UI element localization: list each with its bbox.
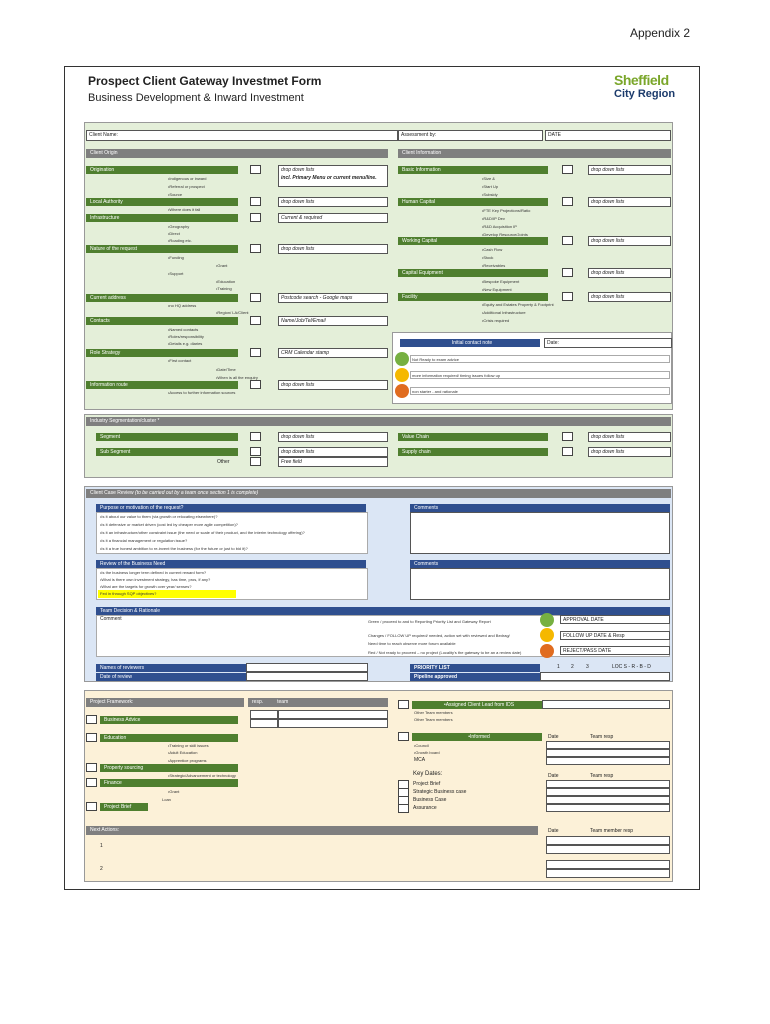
- la-dd-text: drop down lists: [281, 199, 315, 205]
- initial-contact-date-label: Date:: [547, 340, 559, 346]
- infra-opt-1: •Geography: [168, 224, 190, 229]
- role-opt-3: •When is all the enquiry: [216, 375, 258, 380]
- client-origin-header: Client Origin: [86, 149, 388, 158]
- inf-opt-2: •Growth board: [414, 750, 440, 755]
- capital-checkbox[interactable]: [562, 268, 573, 277]
- assigned-lead-bar: •Assigned Client Lead from IDS: [412, 701, 542, 709]
- address-val: Postcode search - Google maps: [281, 295, 353, 301]
- working-dd-text: drop down lists: [591, 238, 625, 244]
- basic-opt-2: •Start Up: [482, 184, 499, 189]
- prop-opt: •Strategic/Advancement or technology: [168, 773, 236, 778]
- edu-opt-3: •Apprentice programs: [168, 758, 207, 763]
- business-advice-bar: Business Advice: [100, 716, 238, 724]
- contacts-opt-2: •Roles/responsibility: [168, 334, 204, 339]
- role-val: CRM Calendar stamp: [281, 350, 330, 356]
- role-opt-2: •Date/Time: [216, 367, 236, 372]
- need-opt-1: •Is the business longer term defined in current reward form?: [100, 570, 207, 575]
- reject-dot: [540, 644, 554, 658]
- na-row-1[interactable]: [546, 836, 670, 845]
- form-title: Prospect Client Gateway Investmet Form: [88, 74, 322, 88]
- team-decision-bar: Team Decision & Rationale: [96, 607, 670, 615]
- review-need-bar: Review of the Business Need: [96, 560, 366, 568]
- human-opt-1: •FTE Key Projections/Ratio: [482, 208, 531, 213]
- red-decision-text: Red / Not ready to proceed – no project (Locality's the gateway to be an a review date): [368, 650, 522, 655]
- human-dd-text: drop down lists: [591, 199, 625, 205]
- inf-opt-3: MCA: [414, 757, 426, 763]
- contacts-val: Name/Job/Tel/Email: [281, 318, 326, 324]
- facility-dd-text: drop down lists: [591, 294, 625, 300]
- supply-chain-dd-text: drop down lists: [591, 449, 625, 455]
- purpose-opt-3: •Is it an infrastructure/other constraint issue (the need or scale of their product, and the interim technology offering)?: [100, 530, 305, 535]
- nature-opt-3: •Support: [168, 271, 184, 276]
- names-reviewers-bar: Names of reviewers: [96, 664, 246, 672]
- comments2-bar: Comments: [410, 560, 670, 568]
- other-checkbox[interactable]: [250, 457, 261, 466]
- priority-num-3[interactable]: 3: [586, 664, 589, 670]
- facility-opt-2: •Additional Infrastructure: [482, 310, 526, 315]
- kd-date-label: Date: [548, 773, 559, 779]
- facility-opt-1: •Equity and Estates Property & Footprint: [482, 302, 554, 307]
- basic-checkbox[interactable]: [562, 165, 573, 174]
- capital-equipment-bar: Capital Equipment: [398, 269, 548, 277]
- kd-team-label: Team resp: [590, 773, 614, 779]
- contacts-opt-1: •Named contacts: [168, 327, 199, 332]
- origination-dd-text: drop down lists: [281, 167, 315, 173]
- la-opt: •Where does it fall: [168, 207, 201, 212]
- infra-opt-2: •Direct: [168, 231, 180, 236]
- kd-item-1: Project Brief: [413, 781, 441, 787]
- need-opt-2: •What is there own investment strategy, has time, pros, if any?: [100, 577, 211, 582]
- origination-bar: Origination: [86, 166, 238, 174]
- value-chain-bar: Value Chain: [398, 433, 548, 441]
- names-reviewers-field[interactable]: [246, 663, 368, 672]
- initial-contact-bar: Initial contact note: [400, 339, 540, 347]
- role-bar: Role Strategy: [86, 349, 238, 357]
- follow-up-dot: [540, 628, 554, 642]
- industry-header: Industry Segmentation/cluster *: [86, 417, 671, 426]
- na-row-2[interactable]: [546, 845, 670, 854]
- contacts-bar: Contacts: [86, 317, 238, 325]
- origination-dd-text2: incl. Primary Menu or current menu/line.: [281, 175, 377, 181]
- informed-row-3[interactable]: [546, 757, 670, 765]
- rag-red-text: non starter - and rationale: [412, 389, 458, 394]
- kd-row-3[interactable]: [546, 796, 670, 804]
- contacts-opt-3: •Details e.g. diaries: [168, 341, 203, 346]
- human-checkbox[interactable]: [562, 197, 573, 206]
- purpose-opt-1: •Is it about our value to them (via growth or relocating elsewhere)?: [100, 514, 218, 519]
- edu-opt-2: •Adult Education: [168, 750, 198, 755]
- basic-opt-3: •Subsidy: [482, 192, 498, 197]
- address-bar: Current address: [86, 294, 238, 302]
- facility-bar: Facility: [398, 293, 548, 301]
- initial-contact-date-field[interactable]: [544, 338, 672, 348]
- infrastructure-checkbox[interactable]: [250, 213, 261, 222]
- inf-opt-1: •Council: [414, 743, 429, 748]
- capital-opt-2: •New Equipment: [482, 287, 512, 292]
- facility-opt-3: •Crisis required: [482, 318, 510, 323]
- role-checkbox[interactable]: [250, 348, 261, 357]
- rag-green-text: Not Ready to exam advice: [412, 357, 459, 362]
- working-capital-bar: Working Capital: [398, 237, 548, 245]
- nature-opt-1: •Funding: [168, 255, 184, 260]
- na-date-label: Date: [548, 828, 559, 834]
- capital-opt-1: •Bespoke Equipment: [482, 279, 520, 284]
- na-team-label: Team member resp: [590, 828, 634, 834]
- basic-info-bar: Basic Information: [398, 166, 548, 174]
- segment-bar: Segment: [96, 433, 238, 441]
- informed-bar: •Informed: [412, 733, 542, 741]
- infra-val: Current & required: [281, 215, 323, 221]
- sub-segment-checkbox[interactable]: [250, 447, 261, 456]
- purpose-bar: Purpose or motivation of the request?: [96, 504, 366, 512]
- client-information-header: Client Information: [398, 149, 671, 158]
- informed-team-label: Team resp: [590, 734, 614, 740]
- next-action-2: 2: [100, 866, 103, 872]
- sub-segment-dd-text: drop down lists: [281, 449, 315, 455]
- amber-decision-text: Changes / FOLLOW UP required/ needed, action set with reviewed and Bedrag/: [368, 633, 510, 638]
- supply-chain-checkbox[interactable]: [562, 447, 573, 456]
- human-capital-bar: Human Capital: [398, 198, 548, 206]
- human-opt-3: •R&D Acquisition IP: [482, 224, 517, 229]
- comments2-field[interactable]: [410, 568, 670, 600]
- rag-green-dot: [395, 352, 409, 366]
- priority-num-1[interactable]: 1: [557, 664, 560, 670]
- informed-checkbox[interactable]: [398, 732, 409, 741]
- free-field-text: Free field: [281, 459, 302, 465]
- local-authority-checkbox[interactable]: [250, 197, 261, 206]
- human-opt-4: •Develop Resource/Joints: [482, 232, 528, 237]
- project-brief-bar: Project Brief: [100, 803, 148, 811]
- amber-decision-text-2: Need time to reach observe more forum available: [368, 641, 456, 646]
- value-chain-dd-text: drop down lists: [591, 434, 625, 440]
- kd-item-2: Strategic Business case: [413, 789, 467, 795]
- nature-checkbox[interactable]: [250, 244, 261, 253]
- nature-opt-4: •Education: [216, 279, 236, 284]
- basic-dd-text: drop down lists: [591, 167, 625, 173]
- rag-red-dot: [395, 384, 409, 398]
- priority-list-bar: PRIORITY LIST: [410, 664, 540, 672]
- purpose-opt-2: •Is it defensive or market driven (cost led by cheaper more agile competition)?: [100, 522, 238, 527]
- working-opt-1: •Cash Flow: [482, 247, 503, 252]
- resp-team-header: resp. team: [248, 698, 388, 707]
- fin-opt-1: •Grant: [168, 789, 180, 794]
- nature-dd-text: drop down lists: [281, 246, 315, 252]
- date-review-field[interactable]: [246, 672, 368, 681]
- approval-dot: [540, 613, 554, 627]
- kd-row-4[interactable]: [546, 804, 670, 812]
- pipeline-field[interactable]: [540, 672, 670, 681]
- kd-item-3: Business Case: [413, 797, 447, 803]
- info-route-bar: Information route: [86, 381, 238, 389]
- date-label: DATE: [548, 132, 561, 138]
- client-name-label: Client Name:: [89, 132, 118, 138]
- date-review-bar: Date of review: [96, 673, 246, 681]
- working-opt-2: •Stock: [482, 255, 494, 260]
- assessment-by-label: Assessment by:: [401, 132, 437, 138]
- purpose-opt-4: •Is it a financial management or regulation issue?: [100, 538, 188, 543]
- resp-box-1[interactable]: [250, 710, 278, 719]
- nature-bar: Nature of the request: [86, 245, 238, 253]
- logo-city-region: City Region: [614, 88, 676, 100]
- comments-field[interactable]: [410, 512, 670, 554]
- approval-date-label: APPROVAL DATE: [563, 617, 604, 623]
- team-box-2[interactable]: [278, 719, 388, 728]
- edu-opt-1: •Training or skill issues: [168, 743, 209, 748]
- key-dates-label: Key Dates:: [413, 771, 443, 777]
- kd-row-2[interactable]: [546, 788, 670, 796]
- date-field[interactable]: [545, 130, 671, 141]
- education-bar: Education: [100, 734, 238, 742]
- na-row-4[interactable]: [546, 869, 670, 878]
- contacts-checkbox[interactable]: [250, 316, 261, 325]
- na-row-3[interactable]: [546, 860, 670, 869]
- logo-sheffield: Sheffield: [614, 72, 669, 88]
- assigned-checkbox[interactable]: [398, 700, 409, 709]
- sub-segment-bar: Sub Segment: [96, 448, 238, 456]
- appendix-label: Appendix 2: [629, 26, 690, 40]
- property-bar: Property sourcing: [100, 764, 238, 772]
- finance-checkbox[interactable]: [86, 778, 97, 787]
- address-checkbox[interactable]: [250, 293, 261, 302]
- other-team-1: Other Team members: [414, 710, 453, 715]
- kd-row-1[interactable]: [546, 780, 670, 788]
- resp-box-2[interactable]: [250, 719, 278, 728]
- address-opt: •no HQ address: [168, 303, 197, 308]
- info-opt: •Access to further information sources: [168, 390, 236, 395]
- green-decision-text: Green / proceed to and to Reporting Priority List and Gateway Report: [368, 619, 491, 624]
- infra-opt-3: •Roading etc.: [168, 238, 192, 243]
- pipeline-approved-bar: Pipeline approved: [410, 673, 540, 681]
- local-authority-bar: Local Authority: [86, 198, 238, 206]
- segment-checkbox[interactable]: [250, 432, 261, 441]
- project-framework-header: Project Framework:: [86, 698, 244, 707]
- project-brief-checkbox[interactable]: [86, 802, 97, 811]
- other-team-2: Other Team members: [414, 717, 453, 722]
- need-opt-3: •What are the targets for growth over year/ senses?: [100, 584, 192, 589]
- form-subtitle: Business Development & Inward Investment: [88, 92, 304, 104]
- value-chain-checkbox[interactable]: [562, 432, 573, 441]
- human-opt-2: •R&D/IP Dev: [482, 216, 505, 221]
- kd-item-4: Assurance: [413, 805, 437, 811]
- purpose-opt-5: •Is it a true honest ambition to re-invent the business (for the future or just to bid it)?: [100, 546, 248, 551]
- education-checkbox[interactable]: [86, 733, 97, 742]
- nature-opt-5: •Training: [216, 286, 232, 291]
- infrastructure-bar: Infrastructure: [86, 214, 238, 222]
- orig-opt-1: •Indigenous or inward: [168, 176, 207, 181]
- orig-opt-3: •Source: [168, 192, 183, 197]
- working-opt-3: •Receivables: [482, 263, 506, 268]
- orig-opt-2: •Referral or prospect: [168, 184, 205, 189]
- review-header: Client Case Review (to be carried out by a team once section 1 is complete): [86, 489, 671, 498]
- rag-amber-dot: [395, 368, 409, 382]
- kd-checkbox-4[interactable]: [398, 804, 409, 813]
- next-action-1: 1: [100, 843, 103, 849]
- next-actions-header: Next Actions:: [86, 826, 538, 835]
- info-dd-text: drop down lists: [281, 382, 315, 388]
- info-route-checkbox[interactable]: [250, 380, 261, 389]
- capital-dd-text: drop down lists: [591, 270, 625, 276]
- comments-bar: Comments: [410, 504, 670, 512]
- need-highlight: Fed in through SQP objectives?: [98, 590, 236, 598]
- follow-up-date-label: FOLLOW UP DATE & Resp: [563, 633, 625, 639]
- business-advice-checkbox[interactable]: [86, 715, 97, 724]
- reject-date-label: REJECT/PASS DATE: [563, 648, 612, 654]
- rag-amber-text: more information required/ timing issues follow up: [412, 373, 501, 378]
- informed-date-label: Date: [548, 734, 559, 740]
- origination-checkbox[interactable]: [250, 165, 261, 174]
- segment-dd-text: drop down lists: [281, 434, 315, 440]
- address-opt-2: •Region/ LA/Client: [216, 310, 249, 315]
- supply-chain-bar: Supply chain: [398, 448, 548, 456]
- basic-opt-1: •Size &: [482, 176, 495, 181]
- comment-label: Comment: [100, 616, 122, 622]
- informed-row-1[interactable]: [546, 741, 670, 749]
- role-opt-1: •First contact: [168, 358, 192, 363]
- priority-num-2[interactable]: 2: [571, 664, 574, 670]
- finance-bar: Finance: [100, 779, 238, 787]
- property-checkbox[interactable]: [86, 763, 97, 772]
- nature-opt-2: •Grant: [216, 263, 228, 268]
- client-name-field[interactable]: [86, 130, 398, 141]
- other-label: Other: [217, 459, 230, 465]
- assigned-lead-field[interactable]: [542, 700, 670, 709]
- fin-opt-2: Loan: [162, 797, 171, 802]
- informed-row-2[interactable]: [546, 749, 670, 757]
- team-box-1[interactable]: [278, 710, 388, 719]
- loc-label: LOC S - R - B - D: [612, 664, 651, 670]
- working-checkbox[interactable]: [562, 236, 573, 245]
- facility-checkbox[interactable]: [562, 292, 573, 301]
